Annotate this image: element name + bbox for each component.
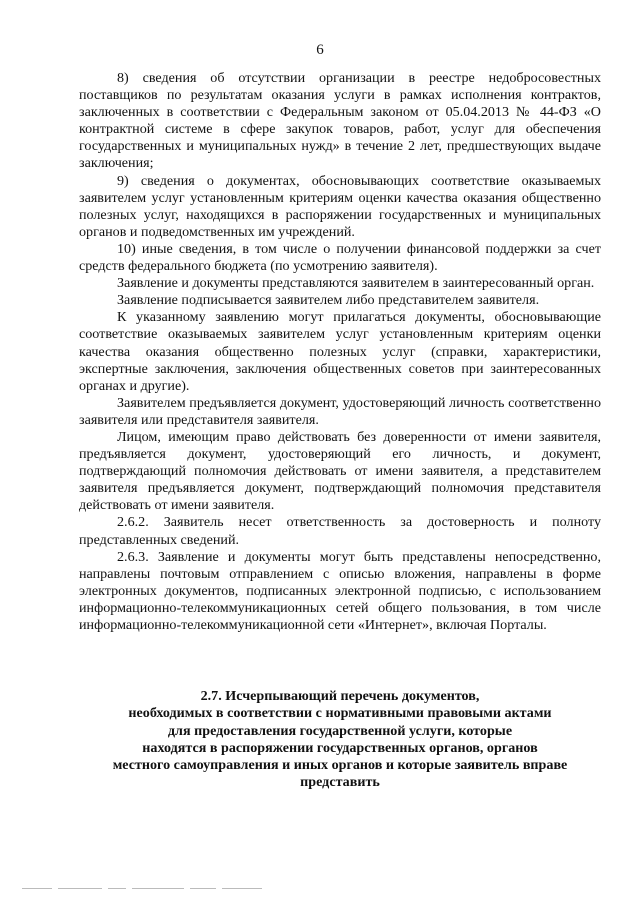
section-heading-2-7	[80, 688, 600, 792]
paragraph-identity: Заявителем предъявляется документ, удостоверяющий личность соответственно заявителя или представителя заявителя.	[79, 394, 601, 428]
scan-artifact	[22, 886, 262, 890]
page-number: 6	[316, 42, 324, 58]
heading-line: для предоставления государственной услуги, которые	[167, 722, 513, 739]
heading-line: необходимых в соответствии с нормативными правовыми актами	[128, 705, 552, 722]
paragraph-attachments: К указанному заявлению могут прилагаться документы, обосновывающие соответствие оказываемых заявителем услуг установленным критериям оценки качества оказания общественно полезных услуг (справки, характеристики, экспертные заключения, заключения общественных советов при заинтересованных органах и другие).	[79, 309, 601, 394]
paragraph-signature: Заявление подписывается заявителем либо представителем заявителя.	[117, 292, 540, 309]
paragraph-item-9: 9) сведения о документах, обосновывающих соответствие оказываемых заявителем услуг установленным критериям оценки качества оказания общественно полезных услуг, находящихся в распоряжении государственных и муниципальных органов и подведомственных им учреждений.	[79, 172, 601, 240]
heading-line: находятся в распоряжении государственных органов, органов	[142, 739, 538, 756]
heading-line: представить	[300, 774, 380, 791]
document-body	[79, 70, 601, 634]
paragraph-submission: Заявление и документы представляются заявителем в заинтересованный орган.	[117, 275, 595, 292]
paragraph-2-6-2: 2.6.2. Заявитель несет ответственность за достоверность и полноту представленных сведений.	[79, 514, 601, 548]
paragraph-item-10: 10) иные сведения, в том числе о получении финансовой поддержки за счет средств федерального бюджета (по усмотрению заявителя).	[79, 240, 601, 275]
paragraph-authority: Лицом, имеющим право действовать без доверенности от имени заявителя, предъявляется документ, удостоверяющий его личность, и документ, подтверждающий полномочия действовать от имени заявителя, а представителем заявителя предъявляется документ, подтверждающий полномочия представителя действовать от имени заявителя.	[79, 428, 601, 514]
paragraph-item-8: 8) сведения об отсутствии организации в реестре недобросовестных поставщиков по результатам оказания услуги в рамках исполнения контрактов, заключенных в соответствии с Федеральным законом от 05.04.2013 № 44-ФЗ «О контрактной системе в сфере закупок товаров, работ, услуг для обеспечения государственных и муниципальных нужд» в течение 2 лет, предшествующих выдаче заключения;	[79, 70, 601, 172]
heading-line: местного самоуправления и иных органов и которые заявитель вправе	[112, 757, 568, 774]
heading-line: 2.7. Исчерпывающий перечень документов,	[200, 688, 480, 704]
paragraph-2-6-3: 2.6.3. Заявление и документы могут быть представлены непосредственно, направлены почтовым отправлением с описью вложения, направлены в форме электронных документов, подписанных электронной подписью, с использованием информационно-телекоммуникационных сетей общего пользования, в том числе информационно-телекоммуникационной сети «Интернет», включая Порталы.	[79, 548, 601, 633]
